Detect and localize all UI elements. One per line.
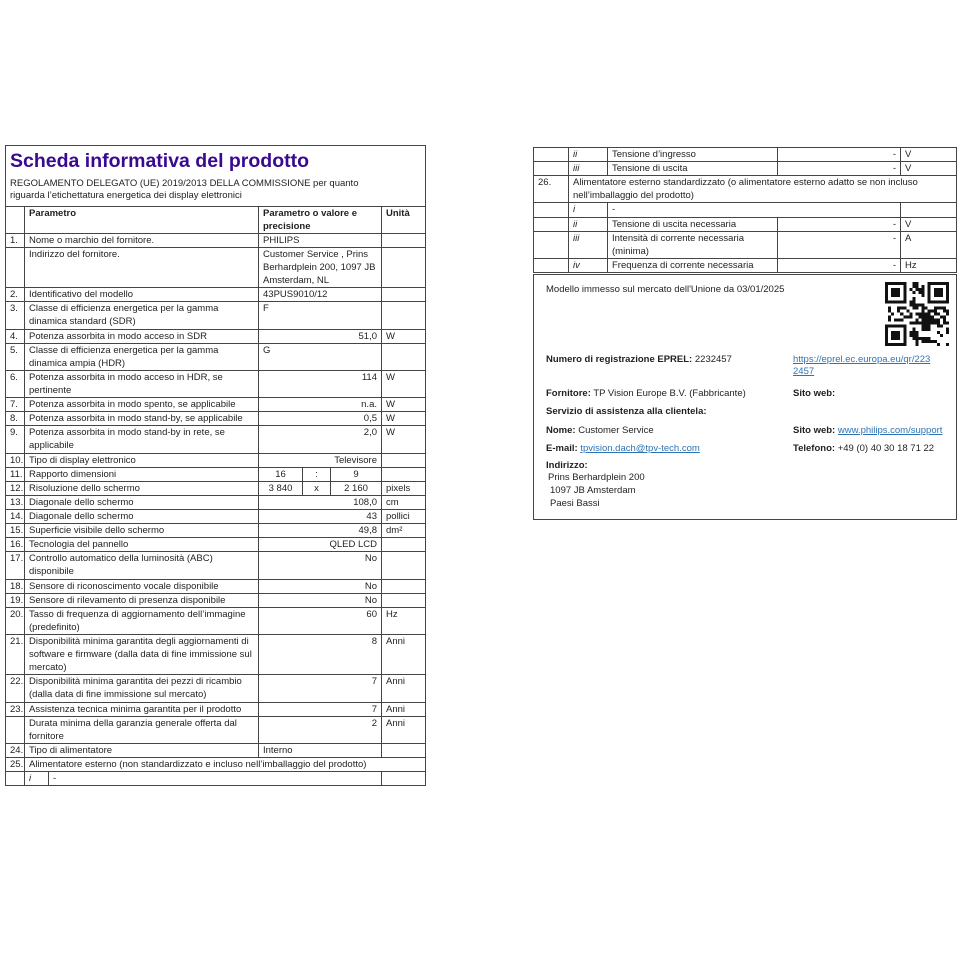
param-label: Risoluzione dello schermo — [25, 481, 259, 495]
table-row — [6, 524, 426, 538]
param-label: Nome o marchio del fornitore. — [25, 233, 259, 247]
param-value: n.a. — [259, 398, 382, 412]
row-number: 8. — [6, 412, 25, 426]
param-value: 43 — [259, 510, 382, 524]
param-label: Classe di efficienza energetica per la gamma dinamica ampia (HDR) — [25, 343, 259, 370]
service-name-row — [546, 425, 944, 438]
param-value: Customer Service , Prins Berhardplein 200, 1097 JB Amsterdam, NL — [259, 247, 382, 287]
param-unit: V — [901, 217, 957, 231]
param-value: - — [778, 258, 901, 272]
param-label: Identificativo del modello — [25, 288, 259, 302]
param-unit: W — [382, 329, 426, 343]
support-website-link[interactable]: www.philips.com/support — [837, 424, 943, 436]
row-number — [534, 231, 569, 258]
address-line: Paesi Bassi — [550, 497, 600, 509]
param-label: Alimentatore esterno (non standardizzato e incluso nell’imballaggio del prodotto) — [25, 757, 426, 771]
row-number — [6, 247, 25, 287]
param-value: Televisore — [259, 453, 382, 467]
param-unit: pollici — [382, 510, 426, 524]
header-parametro: Parametro — [25, 206, 259, 233]
param-unit: Hz — [382, 607, 426, 634]
subrow-letter: i — [569, 203, 608, 217]
table-row — [6, 453, 426, 467]
param-unit — [382, 538, 426, 552]
title-row — [6, 146, 426, 207]
param-unit — [382, 453, 426, 467]
param-label: Sensore di rilevamento di presenza disponibile — [25, 593, 259, 607]
service-heading: Servizio di assistenza alla clientela: — [546, 406, 707, 418]
subrow-letter: iv — [569, 258, 608, 272]
power-supply-table-panel — [533, 147, 957, 273]
param-unit — [382, 247, 426, 287]
table-row — [6, 370, 426, 397]
ratio-height: 9 — [331, 467, 382, 481]
param-label: Potenza assorbita in modo stand-by in rete, se applicabile — [25, 426, 259, 453]
row-number: 5. — [6, 343, 25, 370]
address-line: 1097 JB Amsterdam — [550, 485, 636, 496]
param-unit: Anni — [382, 716, 426, 743]
table-row — [6, 593, 426, 607]
row-number: 21. — [6, 634, 25, 674]
param-unit: V — [901, 162, 957, 176]
eprel-qr-link[interactable]: https://eprel.ec.europa.eu/qr/2232457 — [793, 353, 931, 378]
table-row-span — [534, 176, 957, 203]
subrow-letter: iii — [569, 162, 608, 176]
param-value: - — [778, 231, 901, 258]
row-number: 10. — [6, 453, 25, 467]
param-label: Controllo automatico della luminosità (ABC) disponibile — [25, 552, 259, 579]
param-label: Sensore di riconoscimento vocale disponibile — [25, 579, 259, 593]
email-label: E-mail: — [546, 443, 578, 455]
row-number: 17. — [6, 552, 25, 579]
row-number — [6, 772, 25, 786]
table-row-aspect-ratio — [6, 467, 426, 481]
row-number: 23. — [6, 702, 25, 716]
address-line: Prins Berhardplein 200 — [548, 472, 645, 484]
param-label: Potenza assorbita in modo acceso in SDR — [25, 329, 259, 343]
address-label: Indirizzo: — [546, 459, 588, 471]
param-value: PHILIPS — [259, 233, 382, 247]
table-row — [6, 247, 426, 287]
row-number — [534, 258, 569, 272]
param-unit: dm² — [382, 524, 426, 538]
param-label: Indirizzo del fornitore. — [25, 247, 259, 287]
row-number: 11. — [6, 467, 25, 481]
param-unit — [382, 593, 426, 607]
param-label: Disponibilità minima garantita dei pezzi di ricambio (dalla data di fine immissione sul mercato) — [25, 675, 259, 702]
table-row — [6, 702, 426, 716]
email-link[interactable]: tpvision.dach@tpv-tech.com — [580, 443, 700, 455]
table-row — [6, 743, 426, 757]
eprel-row — [546, 354, 944, 387]
row-number — [534, 162, 569, 176]
table-row — [534, 258, 957, 272]
row-number: 24. — [6, 743, 25, 757]
subrow-letter: ii — [569, 217, 608, 231]
row-number: 1. — [6, 233, 25, 247]
param-value: 60 — [259, 607, 382, 634]
table-row — [6, 329, 426, 343]
table-subrow — [6, 772, 426, 786]
row-number: 15. — [6, 524, 25, 538]
table-row — [534, 148, 957, 162]
subrow-value: - — [608, 203, 901, 217]
param-value: 114 — [259, 370, 382, 397]
table-row — [6, 579, 426, 593]
resolution-width: 3 840 — [259, 481, 303, 495]
param-label: Diagonale dello schermo — [25, 495, 259, 509]
param-value: G — [259, 343, 382, 370]
param-unit: cm — [382, 495, 426, 509]
table-row — [6, 552, 426, 579]
param-unit — [382, 772, 426, 786]
param-value: 0,5 — [259, 412, 382, 426]
supplier-value: TP Vision Europe B.V. (Fabbricante) — [593, 387, 746, 399]
table-row — [6, 510, 426, 524]
header-unita: Unità — [382, 206, 426, 233]
param-value: - — [778, 148, 901, 162]
header-valore: Parametro o valore e precisione — [259, 206, 382, 233]
row-number: 9. — [6, 426, 25, 453]
table-row — [534, 231, 957, 258]
param-unit — [382, 579, 426, 593]
param-value: 51,0 — [259, 329, 382, 343]
row-number: 4. — [6, 329, 25, 343]
main-parameter-table — [5, 145, 426, 786]
row-number: 14. — [6, 510, 25, 524]
subrow-letter: ii — [569, 148, 608, 162]
param-value: - — [778, 162, 901, 176]
ratio-width: 16 — [259, 467, 303, 481]
row-number: 13. — [6, 495, 25, 509]
param-unit: Anni — [382, 675, 426, 702]
param-label: Classe di efficienza energetica per la gamma dinamica standard (SDR) — [25, 302, 259, 329]
registration-info-box — [533, 274, 957, 520]
param-value: No — [259, 552, 382, 579]
param-unit — [382, 288, 426, 302]
supplier-label: Fornitore: — [546, 387, 591, 399]
row-number — [534, 148, 569, 162]
param-unit — [382, 343, 426, 370]
param-unit: pixels — [382, 481, 426, 495]
row-number: 26. — [534, 176, 569, 203]
ratio-separator: : — [303, 467, 331, 481]
param-label: Tensione di uscita — [608, 162, 778, 176]
subrow-letter: i — [25, 772, 49, 786]
row-number: 25. — [6, 757, 25, 771]
param-unit: V — [901, 148, 957, 162]
param-label: Tipo di display elettronico — [25, 453, 259, 467]
param-value: 43PUS9010/12 — [259, 288, 382, 302]
email-phone-row — [546, 443, 944, 456]
param-unit: Anni — [382, 634, 426, 674]
phone-value: +49 (0) 40 30 18 71 22 — [837, 443, 935, 455]
subrow-letter: iii — [569, 231, 608, 258]
page-title: Scheda informativa del prodotto — [10, 150, 310, 172]
table-row — [534, 162, 957, 176]
param-value: Interno — [259, 743, 382, 757]
param-label: Potenza assorbita in modo spento, se applicabile — [25, 398, 259, 412]
table-row — [6, 495, 426, 509]
row-number: 22. — [6, 675, 25, 702]
param-unit: W — [382, 398, 426, 412]
param-unit — [382, 743, 426, 757]
table-row — [6, 288, 426, 302]
table-row — [6, 412, 426, 426]
product-fiche-panel — [5, 145, 426, 786]
supplier-row — [546, 388, 944, 401]
table-subrow — [534, 203, 957, 217]
param-unit: W — [382, 426, 426, 453]
row-number — [534, 203, 569, 217]
name-label: Nome: — [546, 424, 576, 436]
power-supply-table — [533, 147, 957, 273]
table-row-resolution — [6, 481, 426, 495]
param-value: F — [259, 302, 382, 329]
param-unit: W — [382, 412, 426, 426]
param-value: 2,0 — [259, 426, 382, 453]
table-header-row — [6, 206, 426, 233]
param-value: QLED LCD — [259, 538, 382, 552]
param-unit — [382, 302, 426, 329]
param-value: 7 — [259, 675, 382, 702]
param-label: Superficie visibile dello schermo — [25, 524, 259, 538]
market-entry-line: Modello immesso sul mercato dell'Unione da 03/01/2025 — [546, 284, 785, 295]
param-value: 108,0 — [259, 495, 382, 509]
row-number: 20. — [6, 607, 25, 634]
row-number — [6, 716, 25, 743]
table-row — [6, 716, 426, 743]
param-label: Assistenza tecnica minima garantita per il prodotto — [25, 702, 259, 716]
param-label: Tecnologia del pannello — [25, 538, 259, 552]
table-row-span — [6, 757, 426, 771]
name-value: Customer Service — [578, 424, 654, 436]
param-unit: W — [382, 370, 426, 397]
eprel-label: Numero di registrazione EPREL: — [546, 353, 693, 365]
param-value: No — [259, 593, 382, 607]
row-number: 2. — [6, 288, 25, 302]
table-row — [6, 302, 426, 329]
website2-label: Sito web: — [793, 424, 836, 436]
param-value: 7 — [259, 702, 382, 716]
param-label: Potenza assorbita in modo stand-by, se applicabile — [25, 412, 259, 426]
table-row — [6, 398, 426, 412]
regulation-subtitle: REGOLAMENTO DELEGATO (UE) 2019/2013 DELLA COMMISSIONE per quanto riguarda l’etichettatura energetica dei display elettronici — [10, 177, 359, 202]
table-row — [6, 343, 426, 370]
table-row — [6, 675, 426, 702]
param-label: Tipo di alimentatore — [25, 743, 259, 757]
row-number: 6. — [6, 370, 25, 397]
phone-label: Telefono: — [793, 443, 836, 455]
param-unit: A — [901, 231, 957, 258]
param-value: 49,8 — [259, 524, 382, 538]
param-unit — [382, 552, 426, 579]
param-label: Rapporto dimensioni — [25, 467, 259, 481]
row-number: 3. — [6, 302, 25, 329]
table-row — [6, 634, 426, 674]
row-number: 16. — [6, 538, 25, 552]
param-value: No — [259, 579, 382, 593]
param-value: 8 — [259, 634, 382, 674]
param-unit — [382, 467, 426, 481]
resolution-height: 2 160 — [331, 481, 382, 495]
param-label: Tensione di uscita necessaria — [608, 217, 778, 231]
table-row — [6, 233, 426, 247]
param-label: Tasso di frequenza di aggiornamento dell’immagine (predefinito) — [25, 607, 259, 634]
row-number: 18. — [6, 579, 25, 593]
website-label: Sito web: — [793, 387, 836, 399]
param-label: Alimentatore esterno standardizzato (o alimentatore esterno adatto se non incluso nell’imballaggio del prodotto) — [569, 176, 957, 203]
row-number: 7. — [6, 398, 25, 412]
param-unit: Hz — [901, 258, 957, 272]
param-value: 2 — [259, 716, 382, 743]
param-label: Tensione d’ingresso — [608, 148, 778, 162]
param-value: - — [778, 217, 901, 231]
param-unit — [382, 233, 426, 247]
param-label: Diagonale dello schermo — [25, 510, 259, 524]
param-label: Durata minima della garanzia generale offerta dal fornitore — [25, 716, 259, 743]
row-number: 19. — [6, 593, 25, 607]
table-row — [6, 538, 426, 552]
row-number — [534, 217, 569, 231]
param-unit: Anni — [382, 702, 426, 716]
param-unit — [901, 203, 957, 217]
row-number: 12. — [6, 481, 25, 495]
table-row — [6, 426, 426, 453]
param-label: Potenza assorbita in modo acceso in HDR, se pertinente — [25, 370, 259, 397]
table-row — [6, 607, 426, 634]
subrow-value: - — [49, 772, 382, 786]
param-label: Intensità di corrente necessaria (minima) — [608, 231, 778, 258]
param-label: Disponibilità minima garantita degli aggiornamenti di software e firmware (dalla data di fine immissione sul mercato) — [25, 634, 259, 674]
param-label: Frequenza di corrente necessaria — [608, 258, 778, 272]
resolution-separator: x — [303, 481, 331, 495]
eprel-number: 2232457 — [694, 353, 732, 365]
table-row — [534, 217, 957, 231]
